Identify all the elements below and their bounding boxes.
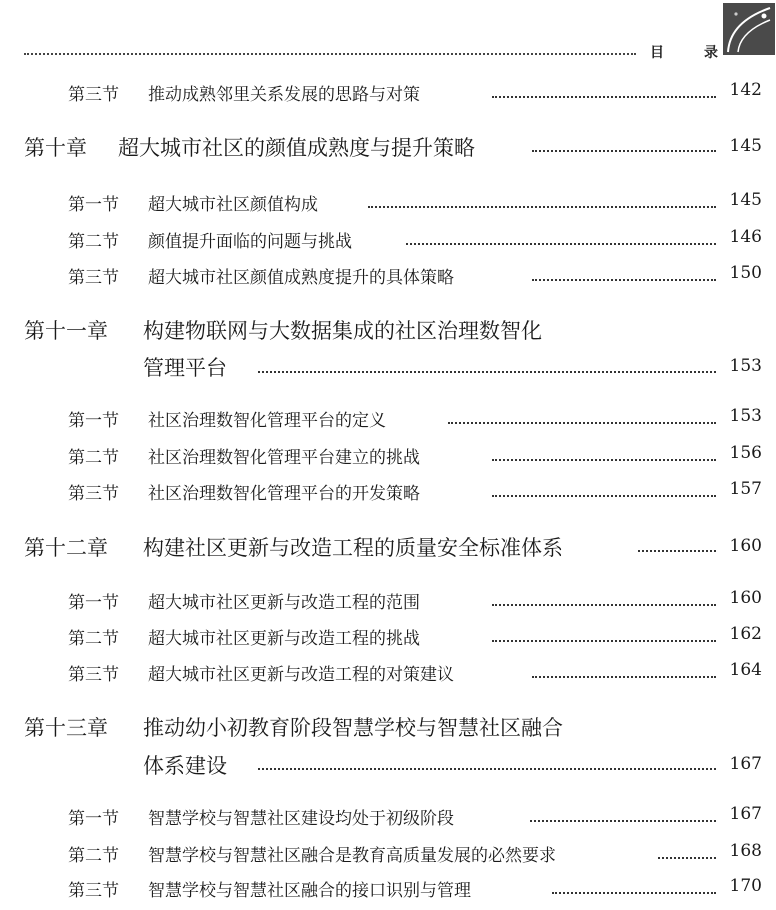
section-title: 社区治理数智化管理平台的定义	[148, 411, 386, 431]
page-number: 167	[729, 804, 762, 824]
page-header	[20, 0, 764, 62]
page-number: 160	[729, 536, 762, 556]
chapter-label: 第十三章	[24, 716, 108, 740]
leader-dots	[492, 96, 716, 98]
section-label: 第一节	[68, 593, 119, 613]
leader-dots	[658, 857, 716, 859]
leader-dots	[258, 371, 716, 373]
section-label: 第三节	[68, 881, 119, 901]
section-title: 智慧学校与智慧社区融合是教育高质量发展的必然要求	[148, 846, 556, 866]
header-label-mu: 目	[650, 45, 664, 61]
page-number: 167	[729, 754, 762, 774]
page-number: 153	[729, 356, 762, 376]
page-number: 156	[729, 443, 762, 463]
section-label: 第一节	[68, 195, 119, 215]
leader-dots	[552, 892, 716, 894]
page-number: 164	[729, 660, 762, 680]
chapter-title-continued: 体系建设	[143, 754, 227, 778]
chapter-title: 构建社区更新与改造工程的质量安全标准体系	[143, 536, 563, 560]
chapter-title: 推动幼小初教育阶段智慧学校与智慧社区融合	[143, 716, 563, 740]
leader-dots	[532, 150, 716, 152]
section-label: 第一节	[68, 411, 119, 431]
section-title: 超大城市社区更新与改造工程的对策建议	[148, 665, 454, 685]
section-label: 第一节	[68, 809, 119, 829]
page-number: 145	[729, 190, 762, 210]
leader-dots	[492, 459, 716, 461]
section-label: 第二节	[68, 232, 119, 252]
section-title: 颜值提升面临的问题与挑战	[148, 232, 352, 252]
section-title: 超大城市社区更新与改造工程的范围	[148, 593, 420, 613]
leader-dots	[530, 820, 716, 822]
page-number: 170	[729, 876, 762, 896]
page-number: 162	[729, 624, 762, 644]
leader-dots	[532, 279, 716, 281]
section-title: 超大城市社区颜值成熟度提升的具体策略	[148, 268, 454, 288]
leader-dots	[532, 676, 716, 678]
section-title: 智慧学校与智慧社区融合的接口识别与管理	[148, 881, 471, 901]
chapter-label: 第十二章	[24, 536, 108, 560]
section-title: 社区治理数智化管理平台的开发策略	[148, 484, 420, 504]
leader-dots	[448, 422, 716, 424]
section-label: 第二节	[68, 629, 119, 649]
header-dotted-rule	[24, 53, 636, 55]
leader-dots	[492, 604, 716, 606]
section-title: 智慧学校与智慧社区建设均处于初级阶段	[148, 809, 454, 829]
leader-dots	[368, 206, 716, 208]
section-label: 第三节	[68, 665, 119, 685]
page-number: 142	[729, 80, 762, 100]
page-number: 146	[729, 227, 762, 247]
header-label-lu: 录	[704, 45, 718, 61]
section-title: 社区治理数智化管理平台建立的挑战	[148, 448, 420, 468]
leader-dots	[638, 550, 716, 552]
page-number: 157	[729, 479, 762, 499]
section-label: 第三节	[68, 484, 119, 504]
leader-dots	[406, 243, 716, 245]
section-title: 超大城市社区更新与改造工程的挑战	[148, 629, 420, 649]
page-number: 160	[729, 588, 762, 608]
section-label: 第二节	[68, 846, 119, 866]
page-number: 150	[729, 263, 762, 283]
section-title: 推动成熟邻里关系发展的思路与对策	[148, 85, 420, 105]
chapter-title-continued: 管理平台	[143, 356, 227, 380]
section-title: 超大城市社区颜值构成	[148, 195, 318, 215]
chapter-title: 超大城市社区的颜值成熟度与提升策略	[118, 136, 475, 160]
leader-dots	[258, 768, 716, 770]
chapter-label: 第十章	[24, 136, 87, 160]
leader-dots	[492, 495, 716, 497]
section-label: 第三节	[68, 268, 119, 288]
section-label: 第二节	[68, 448, 119, 468]
page-number: 168	[729, 841, 762, 861]
chapter-title: 构建物联网与大数据集成的社区治理数智化	[143, 319, 542, 343]
corner-logo-icon	[722, 2, 776, 56]
section-label: 第三节	[68, 85, 119, 105]
chapter-label: 第十一章	[24, 319, 108, 343]
page-number: 145	[729, 136, 762, 156]
page-number: 153	[729, 406, 762, 426]
leader-dots	[492, 640, 716, 642]
